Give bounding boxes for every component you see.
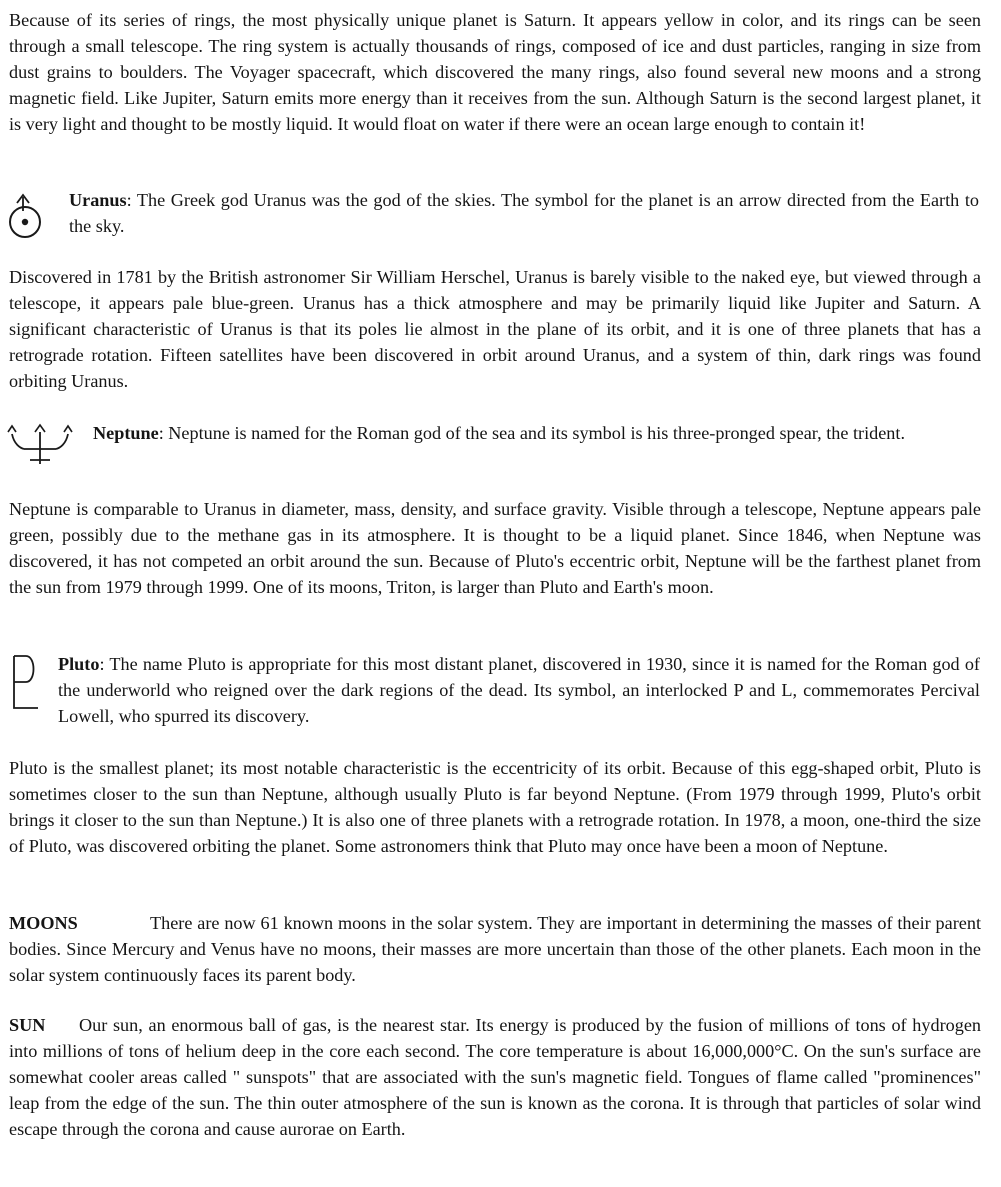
uranus-intro-text: The Greek god Uranus was the god of the skies. The symbol for the planet is an arrow directed from the Earth to the sky. [69,190,979,236]
neptune-heading: Neptune [93,423,159,443]
moons-heading: MOONS [9,913,78,933]
neptune-paragraph: Neptune is comparable to Uranus in diameter, mass, density, and surface gravity. Visible through a telescope, Neptune appears pale green, possibly due to the methane gas in its atmosphere. It is thought to be a liquid planet. Since 1846, when Neptune was discovered, it has not competed an orbit around the sun. Because of Pluto's eccentric orbit, Neptune will be the farthest planet from the sun from 1979 through 1999. One of its moons, Triton, is larger than Pluto and Earth's moon. [9,499,981,597]
pluto-intro-text: The name Pluto is appropriate for this most distant planet, discovered in 1930, since it is named for the Roman god of the underworld who reigned over the dark regions of the dead. Its symbol, an interlocked P and L, commemorates Percival Lowell, who spurred its discovery. [58,654,980,726]
uranus-symbol-icon [8,191,48,243]
pluto-intro: Pluto: The name Pluto is appropriate for this most distant planet, discovered in 1930, since it is named for the Roman god of the underworld who reigned over the dark regions of the dead. Its symbol, an interlocked P and L, commemorates Percival Lowell, who spurred its discovery. [58,654,980,726]
uranus-intro: Uranus: The Greek god Uranus was the god of the skies. The symbol for the planet is an arrow directed from the Earth to the sky. [69,190,979,236]
sun-text: Our sun, an enormous ball of gas, is the nearest star. Its energy is produced by the fusion of millions of tons of hydrogen into millions of tons of helium deep in the core each second. The core temperature is about 16,000,000°C. On the sun's surface are somewhat cooler areas called " sunspots" that are associated with the sun's magnetic field. Tongues of flame called "prominences" leap from the edge of the sun. The thin outer atmosphere of the sun is known as the corona. It is through that particles of solar wind escape through the corona and cause aurorae on Earth. [9,1015,981,1139]
neptune-intro: Neptune: Neptune is named for the Roman god of the sea and its symbol is his three-pronged spear, the trident. [93,423,905,443]
uranus-heading: Uranus [69,190,127,210]
pluto-pl-monogram-icon [12,654,40,712]
uranus-paragraph: Discovered in 1781 by the British astronomer Sir William Herschel, Uranus is barely visible to the naked eye, but viewed through a telescope, it appears pale blue-green. Uranus has a thick atmosphere and may be primarily liquid like Jupiter and Saturn. A significant characteristic of Uranus is that its poles lie almost in the plane of its orbit, and it is one of three planets that has a retrograde rotation. Fifteen satellites have been discovered in orbit around Uranus, and a system of thin, dark rings was found orbiting Uranus. [9,267,981,391]
pluto-heading: Pluto [58,654,100,674]
pluto-paragraph: Pluto is the smallest planet; its most notable characteristic is the eccentricity of its orbit. Because of this egg-shaped orbit, Pluto is sometimes closer to the sun than Neptune, although usually Pluto is far beyond Neptune. (From 1979 through 1999, Pluto's orbit brings it closer to the sun than Neptune.) It is also one of three planets with a retrograde rotation. In 1978, a moon, one-third the size of Pluto, was discovered orbiting the planet. Some astronomers think that Pluto may once have been a moon of Neptune. [9,758,981,856]
saturn-paragraph: Because of its series of rings, the most physically unique planet is Saturn. It appears yellow in color, and its rings can be seen through a small telescope. The ring system is actually thousands of rings, composed of ice and dust particles, ranging in size from dust grains to boulders. The Voyager spacecraft, which discovered the many rings, also found several new moons and a strong magnetic field. Like Jupiter, Saturn emits more energy than it receives from the sun. Although Saturn is the second largest planet, it is very light and thought to be mostly liquid. It would float on water if there were an ocean large enough to contain it! [9,10,981,134]
neptune-trident-icon [6,422,78,468]
sun-heading: SUN [9,1015,46,1035]
moons-text: There are now 61 known moons in the solar system. They are important in determining the masses of their parent bodies. Since Mercury and Venus have no moons, their masses are more uncertain than those of the other planets. Each moon in the solar system continuously faces its parent body. [9,913,981,985]
neptune-intro-text: Neptune is named for the Roman god of the sea and its symbol is his three-pronged spear, the trident. [168,423,905,443]
sun-section [9,1012,981,1142]
moons-section [9,910,981,988]
